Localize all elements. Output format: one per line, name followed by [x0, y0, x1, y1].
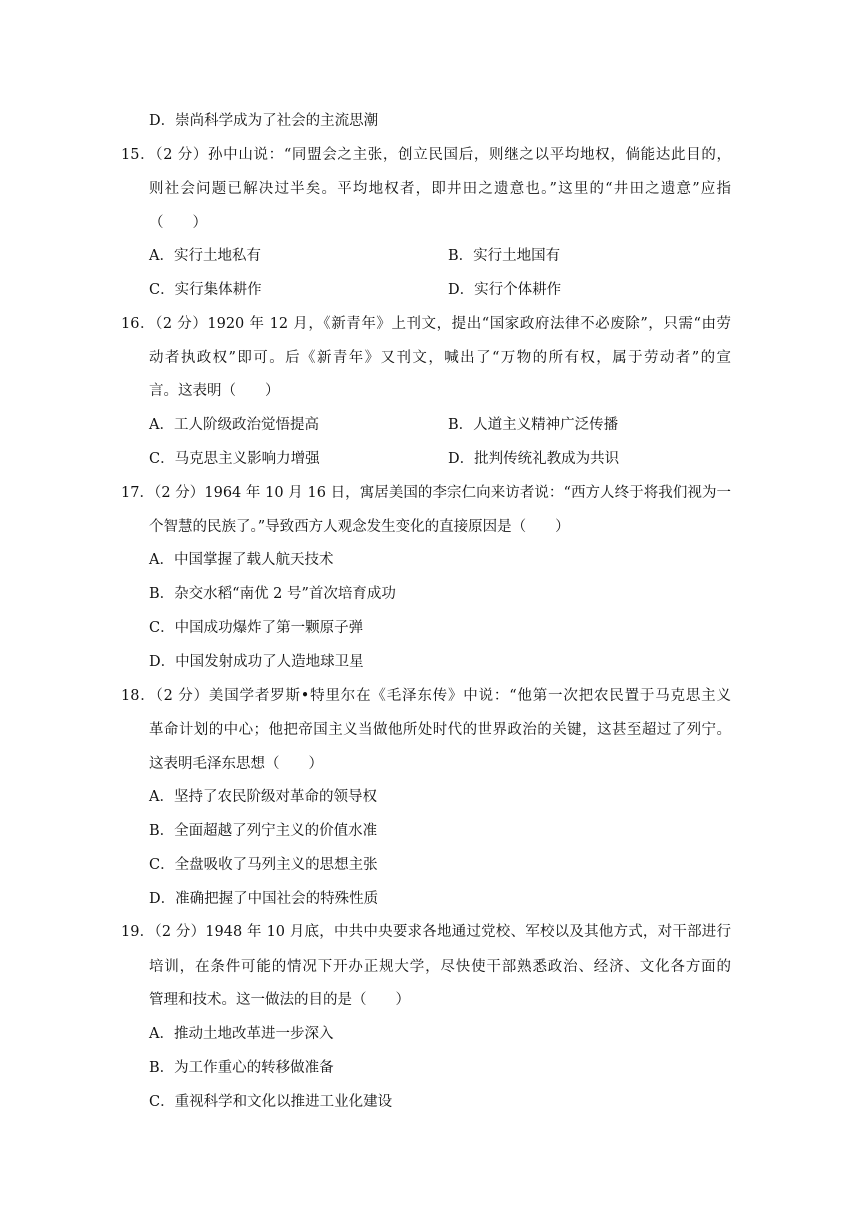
q15-option-d: D．实行个体耕作 [448, 282, 562, 298]
q17-option-b: B．杂交水稻“南优 2 号”首次培育成功 [149, 586, 396, 602]
q19-option-b: B．为工作重心的转移做准备 [149, 1060, 334, 1076]
q15-stem-line-2: 则社会问题已解决过半矣。平均地权者，即井田之遗意也。”这里的“井田之遗意”应指 [149, 181, 731, 197]
q17-option-d: D．中国发射成功了人造地球卫星 [149, 654, 364, 670]
q16-option-c: C．马克思主义影响力增强 [149, 451, 320, 467]
q14-option-d: D．崇尚科学成为了社会的主流思潮 [149, 113, 379, 129]
q18-option-c: C．全盘吸收了马列主义的思想主张 [149, 857, 378, 873]
q17-stem-line-1: 17．（2 分）1964 年 10 月 16 日，寓居美国的李宗仁向来访者说：“西方人终于将我们视为一 [121, 485, 731, 501]
q15-stem-line-3: （ ） [149, 215, 207, 231]
q17-option-c: C．中国成功爆炸了第一颗原子弹 [149, 620, 364, 636]
q18-stem-line-2: 革命计划的中心；他把帝国主义当做他所处时代的世界政治的关键，这甚至超过了列宁。 [149, 722, 731, 738]
q16-option-b: B．人道主义精神广泛传播 [448, 417, 619, 433]
q18-option-d: D．准确把握了中国社会的特殊性质 [149, 891, 379, 907]
q16-stem-line-3: 言。这表明（ ） [149, 383, 280, 399]
q19-option-a: A．推动土地改革进一步深入 [149, 1026, 334, 1042]
q16-stem-line-1: 16．（2 分）1920 年 12 月，《新青年》上刊文，提出“国家政府法律不必废除”，只需“由劳 [121, 316, 731, 332]
q19-stem-line-1: 19．（2 分）1948 年 10 月底，中共中央要求各地通过党校、军校以及其他方式，对干部进行 [121, 924, 731, 940]
q18-stem-line-1: 18．（2 分）美国学者罗斯•特里尔在《毛泽东传》中说：“他第一次把农民置于马克思主义 [121, 688, 731, 704]
q19-stem-line-3: 管理和技术。这一做法的目的是（ ） [149, 992, 410, 1008]
q16-option-d: D．批判传统礼教成为共识 [448, 451, 620, 467]
q17-option-a: A．中国掌握了载人航天技术 [149, 552, 334, 568]
q19-option-c: C．重视科学和文化以推进工业化建设 [149, 1094, 393, 1110]
q18-option-b: B．全面超越了列宁主义的价值水准 [149, 823, 378, 839]
q18-option-a: A．坚持了农民阶级对革命的领导权 [149, 789, 377, 805]
q15-option-c: C．实行集体耕作 [149, 282, 262, 298]
q16-option-a: A．工人阶级政治觉悟提高 [149, 417, 319, 433]
q15-option-a: A．实行土地私有 [149, 248, 261, 264]
q19-stem-line-2: 培训，在条件可能的情况下开办正规大学，尽快使干部熟悉政治、经济、文化各方面的 [149, 959, 731, 975]
q18-stem-line-3: 这表明毛泽东思想（ ） [149, 756, 323, 772]
q17-stem-line-2: 个智慧的民族了。”导致西方人观念发生变化的直接原因是（ ） [149, 519, 570, 535]
q15-stem-line-1: 15．（2 分）孙中山说：“同盟会之主张，创立民国后，则继之以平均地权，倘能达此目的， [121, 147, 731, 163]
q16-stem-line-2: 动者执政权”即可。后《新青年》又刊文，喊出了“万物的所有权，属于劳动者”的宣 [149, 350, 731, 366]
q15-option-b: B．实行土地国有 [448, 248, 561, 264]
